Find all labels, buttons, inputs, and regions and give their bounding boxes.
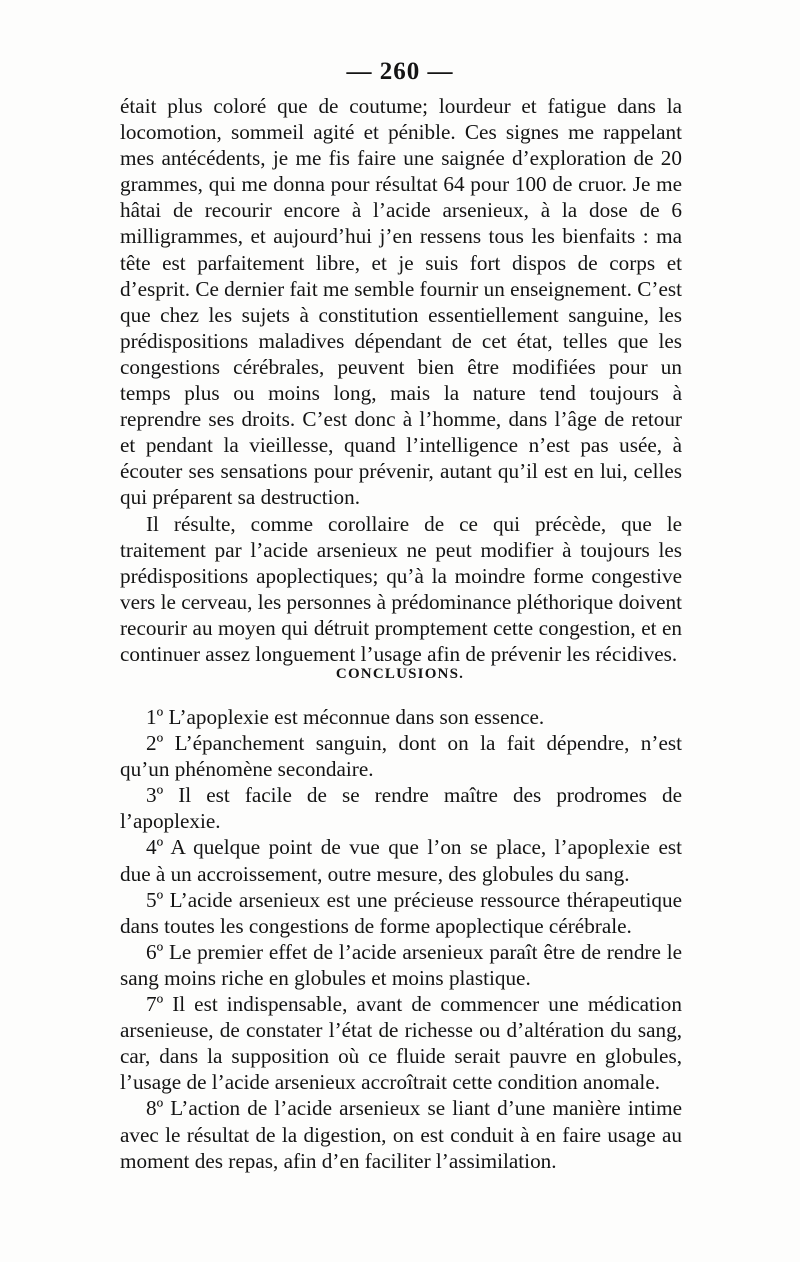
page-number: — 260 — [346,58,454,85]
conclusion-item: 1º L’apoplexie est méconnue dans son essence. [146,705,545,729]
conclusion-item: 7º Il est indispensable, avant de commencer une médication arsenieuse, de constater l’état de richesse ou d’altération du sang, car, dans la supposition où ce fluide serait pauvre en globules, l’usage de l’acide arsenieux accroîtrait cette condition anomale. [120,992,682,1095]
conclusion-item: 3º Il est facile de se rendre maître des prodromes de l’apoplexie. [120,783,682,834]
paragraph: était plus coloré que de coutume; lourdeur et fatigue dans la locomotion, sommeil agité et pénible. Ces signes me rappelant mes antécédents, je me fis faire une saignée d’exploration de 20 grammes, qui me donna pour résultat 64 pour 100 de cruor. Je me hâtai de recourir encore à l’acide arsenieux, à la dose de 6 milligrammes, et aujourd’hui j’en ressens tous les bienfaits : ma tête est parfaitement libre, et je suis fort dispos de corps et d’esprit. Ce dernier fait me semble fournir un enseignement. C’est que chez les sujets à constitution essentiellement sanguine, les prédispositions maladives dépendant de cet état, telles que les congestions cérébrales, peuvent bien être modifiées pour un temps plus ou moins long, mais la nature tend toujours à reprendre ses droits. C’est donc à l’homme, dans l’âge de retour et pendant la vieillesse, quand l’intelligence n’est pas usée, à écouter ses sensations pour prévenir, autant qu’il est en lui, celles qui préparent sa destruction. [120,94,682,510]
main-text [120,93,682,667]
paragraph: Il résulte, comme corollaire de ce qui précède, que le traitement par l’acide arsenieux ne peut modifier à toujours les prédispositions apoplectiques; qu’à la moindre forme congestive vers le cerveau, les personnes à prédominance pléthorique doivent recourir au moyen qui détruit promptement cette congestion, et en continuer assez longuement l’usage afin de prévenir les récidives. [120,511,682,666]
conclusion-item: 4º A quelque point de vue que l’on se place, l’apoplexie est due à un accroissement, outre mesure, des globules du sang. [120,835,682,886]
conclusions-list [120,704,682,1174]
conclusion-item: 6º Le premier effet de l’acide arsenieux paraît être de rendre le sang moins riche en globules et moins plastique. [120,939,682,990]
conclusion-item: 2º L’épanchement sanguin, dont on la fait dépendre, n’est qu’un phénomène secondaire. [120,731,682,782]
section-heading-conclusions: CONCLUSIONS. [335,666,465,682]
conclusion-item: 8º L’action de l’acide arsenieux se liant d’une manière intime avec le résultat de la digestion, on est conduit à en faire usage au moment des repas, afin d’en faciliter l’assimilation. [120,1096,682,1173]
conclusion-item: 5º L’acide arsenieux est une précieuse ressource thérapeutique dans toutes les congestions de forme apoplectique cérébrale. [120,887,682,938]
